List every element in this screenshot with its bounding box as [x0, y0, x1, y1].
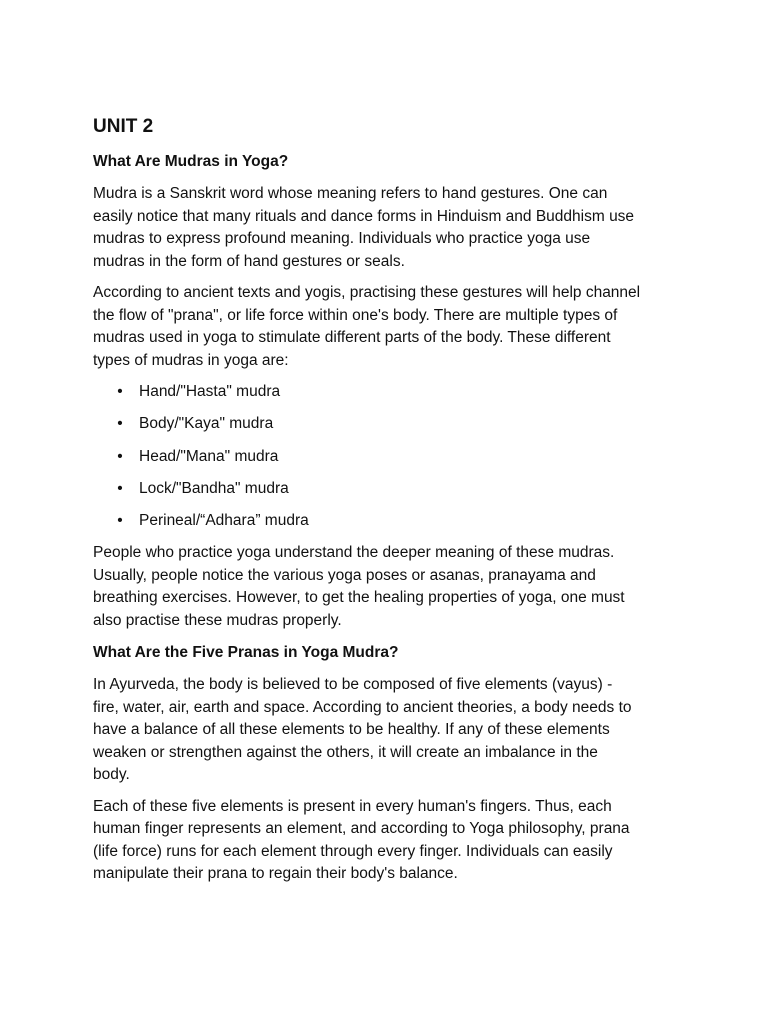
list-item-text: Body/"Kaya" mudra — [139, 415, 274, 433]
bullet-icon: • — [117, 447, 123, 465]
list-item — [93, 446, 683, 469]
list-item — [93, 413, 683, 436]
text-line: weaken or strengthen against the others, it will create an imbalance in the — [93, 743, 598, 761]
bullet-icon: • — [117, 512, 123, 530]
paragraph-deeper-meaning — [93, 542, 683, 632]
list-item — [93, 510, 683, 533]
paragraph-five-elements — [93, 674, 683, 787]
text-line: breathing exercises. However, to get the healing properties of yoga, one must — [93, 589, 625, 607]
bullet-icon: • — [117, 479, 123, 497]
list-item-text: Head/"Mana" mudra — [139, 447, 279, 465]
bullet-icon: • — [117, 415, 123, 433]
text-line: Mudra is a Sanskrit word whose meaning refers to hand gestures. One can — [93, 185, 608, 202]
text-line: the flow of "prana", or life force within one's body. There are multiple types of — [93, 306, 618, 324]
text-line: (life force) runs for each element through every finger. Individuals can easily — [93, 842, 613, 860]
text-line: also practise these mudras properly. — [93, 611, 342, 629]
text-line: types of mudras in yoga are: — [93, 351, 289, 369]
paragraph-fingers-elements — [93, 796, 683, 886]
document-content — [93, 114, 683, 895]
text-line: easily notice that many rituals and dance forms in Hinduism and Buddhism use — [93, 207, 635, 225]
list-item-text: Lock/"Bandha" mudra — [139, 479, 289, 497]
list-item — [93, 381, 683, 404]
text-line: mudras in the form of hand gestures or seals. — [93, 252, 405, 270]
paragraph-prana-flow — [93, 282, 683, 372]
text-line: Each of these five elements is present in every human's fingers. Thus, each — [93, 797, 612, 815]
text-line: In Ayurveda, the body is believed to be composed of five elements (vayus) - — [93, 676, 613, 694]
text-line: According to ancient texts and yogis, practising these gestures will help channel — [93, 284, 641, 301]
text-line: mudras used in yoga to stimulate different parts of the body. These different — [93, 329, 611, 346]
text-line: body. — [93, 766, 130, 784]
bullet-icon: • — [117, 383, 123, 400]
list-item — [93, 478, 683, 501]
text-line: Usually, people notice the various yoga poses or asanas, pranayama and — [93, 566, 596, 584]
text-line: have a balance of all these elements to be healthy. If any of these elements — [93, 721, 610, 739]
list-item-text: Hand/"Hasta" mudra — [139, 383, 281, 400]
section-heading-mudras: What Are Mudras in Yoga? — [93, 153, 289, 170]
unit-title: UNIT 2 — [93, 116, 154, 137]
list-item-text: Perineal/“Adhara” mudra — [139, 512, 309, 530]
text-line: People who practice yoga understand the deeper meaning of these mudras. — [93, 544, 615, 562]
section-heading-five-pranas: What Are the Five Pranas in Yoga Mudra? — [93, 644, 399, 662]
text-line: human finger represents an element, and according to Yoga philosophy, prana — [93, 820, 630, 838]
text-line: manipulate their prana to regain their body's balance. — [93, 865, 458, 883]
paragraph-mudra-definition — [93, 183, 683, 273]
text-line: mudras to express profound meaning. Individuals who practice yoga use — [93, 230, 591, 247]
mudra-types-list — [93, 381, 683, 533]
text-line: fire, water, air, earth and space. According to ancient theories, a body needs to — [93, 698, 632, 716]
